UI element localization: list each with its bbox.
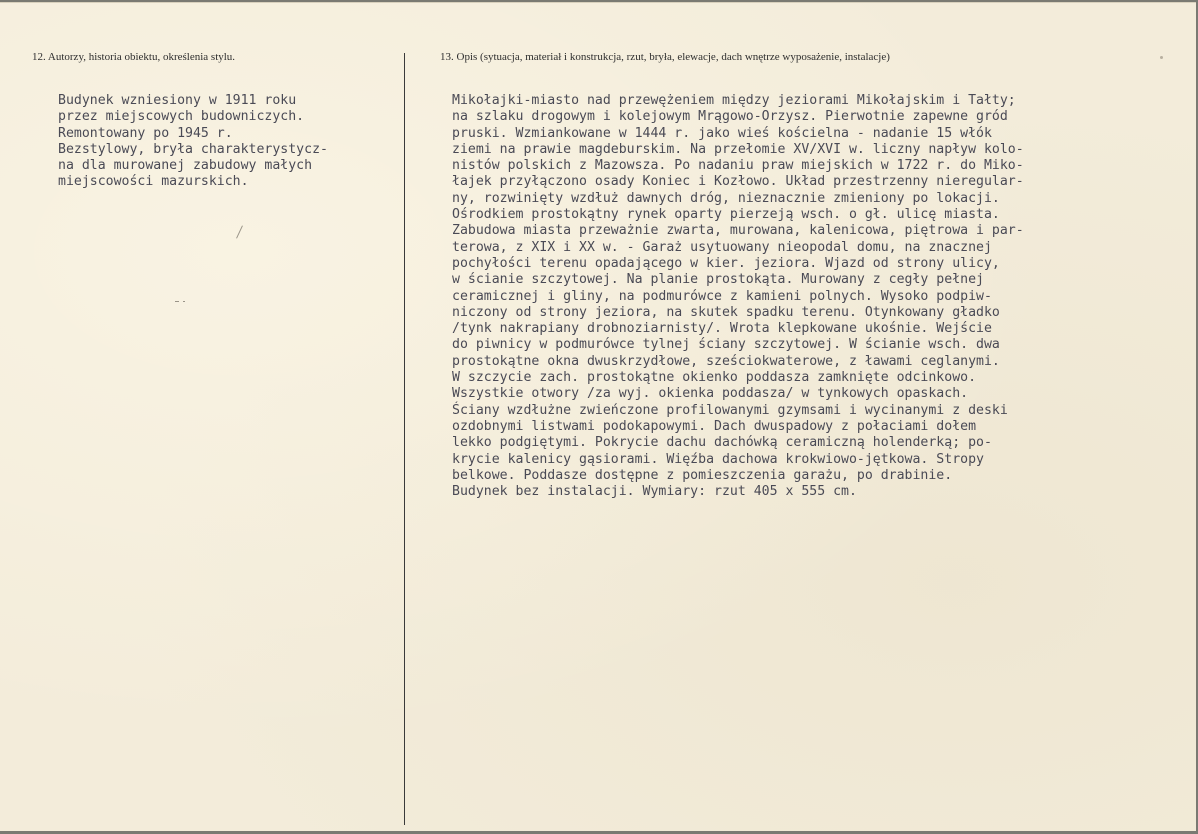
field-12-typed-text: Budynek wzniesiony w 1911 roku przez miejscowych budowniczych. Remontowany po 1945 r. Bezstylowy, bryła charakterystycz- na dla murowanej zabudowy małych miejscowości mazurskich. xyxy=(58,93,328,190)
column-divider xyxy=(404,53,405,825)
field-13-typed-text: Mikołajki-miasto nad przewężeniem między jeziorami Mikołajskim i Tałty; na szlaku drogowym i kolejowym Mrągowo-Orzysz. Pierwotnie zapewne gród pruski. Wzmiankowane w 1444 r. jako wieś kościelna - nadanie 15 włók ziemi na prawie magdeburskim. Na przełomie XV/XVI w. liczny napływ kolo- nistów polskich z Mazowsza. Po nadaniu praw miejskich w 1722 r. do Miko- łajek przyłączono osady Koniec i Kozłowo. Układ przestrzenny nieregular- ny, rozwinięty wzdłuż dawnych dróg, nieznacznie zmieniony po lokacji. Ośrodkiem prostokątny rynek oparty pierzeją wsch. o gł. ulicę miasta. Zabudowa miasta przeważnie zwarta, murowana, kalenicowa, piętrowa i par- terowa, z XIX i XX w. - Garaż usytuowany nieopodal domu, na znacznej pochyłości terenu opadającego w kier. jeziora. Wjazd od strony ulicy, w ścianie szczytowej. Na planie prostokąta. Murowany z cegły pełnej ceramicznej i gliny, na podmurówce z kamieni polnych. Wysoko podpiw- niczony od strony jeziora, na skutek spadku terenu. Otynkowany gładko /tynk nakrapiany drobnoziarnisty/. Wrota klepkowane ukośnie. Wejście do piwnicy w podmurówce tylnej ściany szczytowej. W ścianie wsch. dwa prostokątne okna dwuskrzydłowe, sześciokwaterowe, z ławami ceglanymi. W szczycie zach. prostokątne okienko poddasza zamknięte odcinkowo. Wszystkie otwory /za wyj. okienka poddasza/ w tynkowych opaskach. Ściany wzdłużne zwieńczone profilowanymi gzymsami i wycinanymi z deski ozdobnymi listwami podokapowymi. Dach dwuspadowy z połaciami dołem lekko podgiętymi. Pokrycie dachu dachówką ceramiczną holenderką; po- krycie kalenicy gąsiorami. Więźba dachowa krokwiowo-jętkowa. Stropy belkowe. Poddasze dostępne z pomieszczenia garażu, po drabinie. Budynek bez instalacji. Wymiary: rzut 405 x 555 cm. xyxy=(452,93,1024,500)
paper-speck xyxy=(1160,56,1163,59)
smudge-mark xyxy=(183,301,185,302)
form-sheet xyxy=(0,2,1196,831)
field-12-label: 12. Autorzy, historia obiektu, określenia stylu. xyxy=(32,51,236,63)
pencil-mark xyxy=(236,225,243,238)
field-13-label: 13. Opis (sytuacja, materiał i konstrukcja, rzut, bryła, elewacje, dach wnętrze wyposażenie, instalacje) xyxy=(440,51,890,63)
smudge-mark xyxy=(175,301,179,302)
